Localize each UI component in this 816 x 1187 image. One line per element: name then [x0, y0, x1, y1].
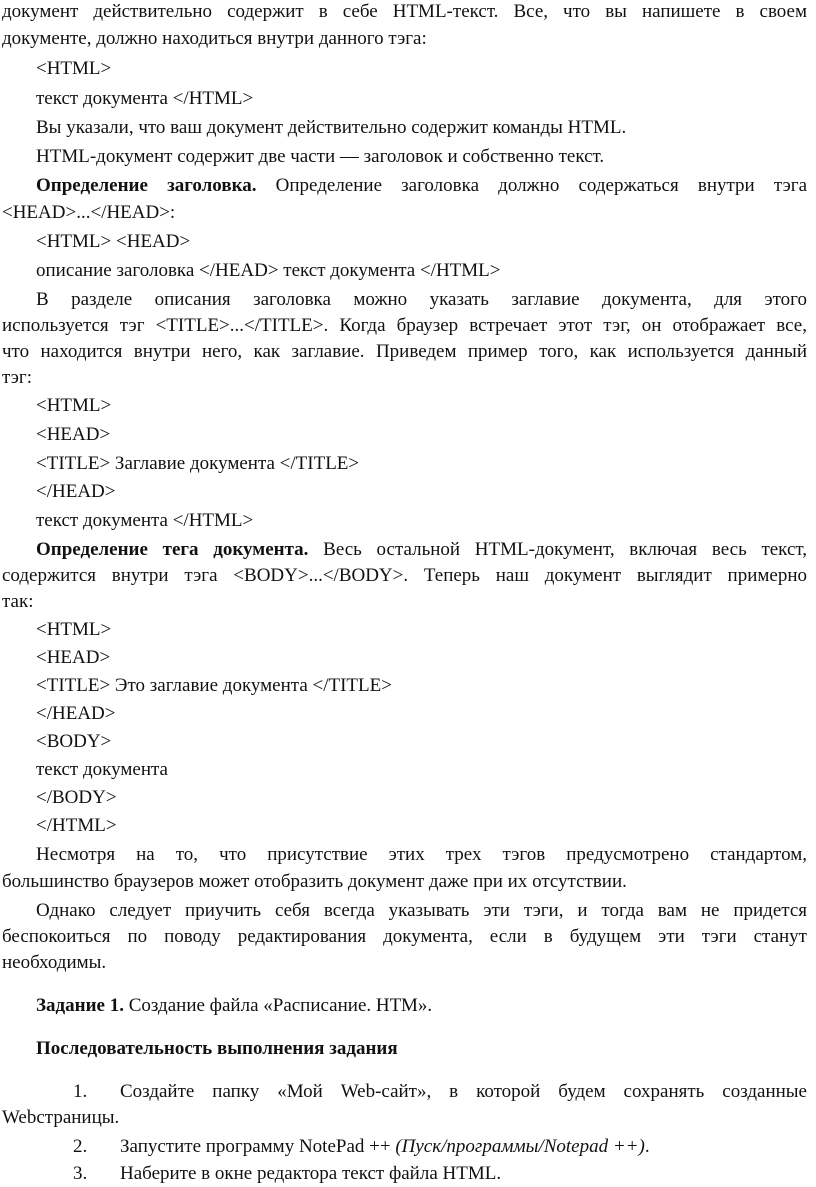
code-line: описание заголовка </HEAD> текст документа </HTML> — [36, 260, 501, 281]
step-end: . — [644, 1136, 650, 1157]
paragraph-line: необходимы. — [2, 952, 107, 973]
code-line: <HTML> <HEAD> — [36, 231, 191, 252]
paragraph-line: большинство браузеров может отобразить документ даже при их отсутствии. — [2, 871, 627, 892]
paragraph-line: беспокоиться по поводу редактирования документа, если в будущем эти тэги станут — [2, 926, 807, 947]
step-number: 3. — [73, 1163, 88, 1184]
paragraph-line: Несмотря на то, что присутствие этих трех тэгов предусмотрено стандартом, — [36, 844, 807, 865]
code-line: </BODY> — [36, 787, 117, 808]
step-text-main: Запустите программу NotePad ++ — [120, 1136, 391, 1157]
code-line: текст документа — [36, 759, 168, 780]
code-line: <HEAD> — [36, 424, 111, 445]
section-heading: Определение заголовка. — [36, 175, 257, 196]
step-number: 1. — [73, 1081, 88, 1102]
task-line — [36, 994, 432, 1018]
sequence-heading-text: Последовательность выполнения задания — [36, 1038, 398, 1059]
section-heading-line — [36, 174, 807, 198]
paragraph-text: Весь остальной HTML-документ, включая весь текст, — [323, 539, 807, 560]
paragraph-line: В разделе описания заголовка можно указать заглавие документа, для этого — [36, 289, 807, 310]
code-line: <TITLE> Заглавие документа </TITLE> — [36, 453, 360, 474]
paragraph-line: документе, должно находиться внутри данного тэга: — [2, 28, 427, 49]
step-continuation: Webстраницы. — [2, 1107, 120, 1128]
paragraph-line: Однако следует приучить себя всегда указывать эти тэги, и тогда вам не придется — [36, 900, 807, 921]
code-line: текст документа </HTML> — [36, 510, 254, 531]
paragraph-line: так: — [2, 591, 34, 612]
paragraph-line: используется тэг <TITLE>...</TITLE>. Когда браузер встречает этот тэг, он отображает все, — [2, 315, 807, 336]
step-text — [120, 1135, 650, 1159]
code-line: <TITLE> Это заглавие документа </TITLE> — [36, 675, 392, 696]
task-text: Создание файла «Расписание. НТМ». — [128, 995, 433, 1016]
sequence-heading — [36, 1037, 398, 1061]
paragraph-line: тэг: — [2, 367, 33, 388]
paragraph-line: содержится внутри тэга <BODY>...</BODY>. Теперь наш документ выглядит примерно — [2, 565, 807, 586]
paragraph-line: документ действительно содержит в себе HTML-текст. Все, что вы напишете в своем — [2, 1, 807, 22]
task-label: Задание 1. — [36, 995, 124, 1016]
code-line: <HEAD>...</HEAD>: — [2, 202, 176, 223]
code-line: текст документа </HTML> — [36, 88, 254, 109]
paragraph-line: Вы указали, что ваш документ действительно содержит команды HTML. — [36, 117, 627, 138]
code-line: <HTML> — [36, 58, 112, 79]
section-heading-line — [36, 538, 807, 562]
step-text: Создайте папку «Мой Web-сайт», в которой будем сохранять созданные — [120, 1081, 807, 1102]
code-line: <HTML> — [36, 619, 112, 640]
code-line: </HEAD> — [36, 481, 116, 502]
code-line: <HEAD> — [36, 647, 111, 668]
step-number: 2. — [73, 1136, 88, 1157]
code-line: </HEAD> — [36, 703, 116, 724]
code-line: </HTML> — [36, 815, 117, 836]
paragraph-text: Определение заголовка должно содержаться внутри тэга — [275, 175, 807, 196]
code-line: <BODY> — [36, 731, 112, 752]
section-heading: Определение тега документа. — [36, 539, 309, 560]
paragraph-line: что находится внутри него, как заглавие. Приведем пример того, как используется данный — [2, 341, 807, 362]
step-path: (Пуск/программы/Notepad ++) — [395, 1136, 645, 1157]
code-line: <HTML> — [36, 395, 112, 416]
step-text: Наберите в окне редактора текст файла HTML. — [120, 1163, 502, 1184]
paragraph-line: HTML-документ содержит две части — заголовок и собственно текст. — [36, 146, 605, 167]
